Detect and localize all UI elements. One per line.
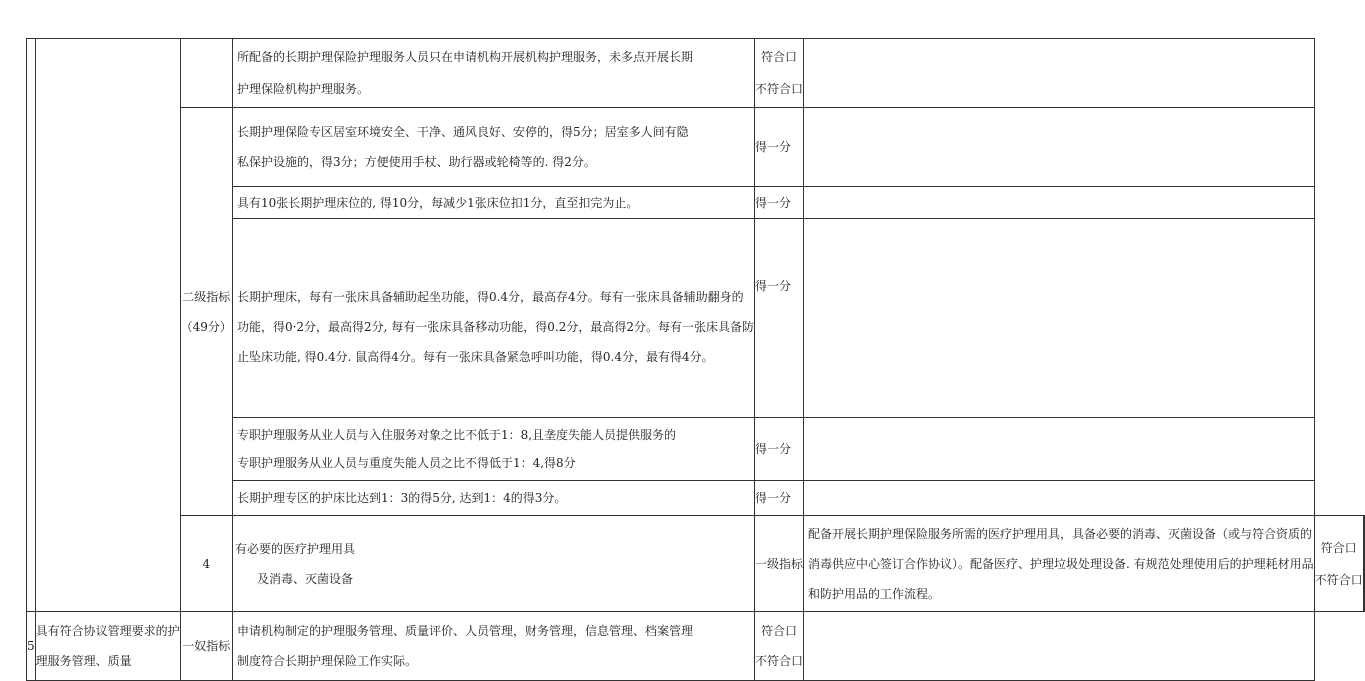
item-line: 具有符合协议管理要求的护 <box>35 624 180 638</box>
result-option-conform: 符合口 <box>761 50 798 64</box>
remark-cell <box>804 612 1315 681</box>
criteria-line: 所配备的长期护理保险护理服务人员只在申请机构开展机构护理服务，未多点开展长期 <box>236 50 693 64</box>
remark-cell <box>804 418 1315 481</box>
criteria-line: 专职护理服务从业人员与入住服务对象之比不低于1：8,且垄度失能人员提供服务的 <box>236 428 677 442</box>
criteria-cell <box>232 481 754 516</box>
remark-cell <box>804 187 1315 219</box>
table-row <box>27 612 1365 681</box>
result-option-nonconform: 不符合口 <box>1314 572 1363 587</box>
criteria-cell <box>232 612 754 681</box>
result-option-conform: 符合口 <box>761 624 798 638</box>
table-row <box>27 39 1365 108</box>
remark-cell <box>804 481 1315 516</box>
index-cell <box>27 612 36 681</box>
criteria-line: 申请机构制定的护理服务管理、质量评价、人员管理，财务管理，信息管理、档案管理 <box>236 624 693 638</box>
remark-cell <box>1363 516 1364 612</box>
criteria-cell <box>232 108 754 187</box>
criteria-line: 和防护用品的工作流程。 <box>808 586 941 601</box>
score-text: 得一分 <box>755 491 792 505</box>
criteria-cell <box>232 418 754 481</box>
criteria-line: 长期护理保险专区居室环境安全、干净、通风良好、安停的，得5分；居室多人间有隐 <box>236 125 689 139</box>
score-text: 得一分 <box>755 279 792 293</box>
item-cell-empty <box>35 39 180 612</box>
criteria-line: 配备开展长期护理保险服务所需的医疗护理用具，具备必要的消毒、灭菌设备（或与符合资质的 <box>808 526 1313 541</box>
result-cell <box>1314 516 1363 612</box>
criteria-line: 功能，得0·2分，最高得2分, 每有一张床具备移动功能，得0.2分，最高得2分。每有一张床具备防 <box>236 320 755 334</box>
criteria-line: 长期护理专区的护床比达到1：3的得5分, 达到1：4的得3分。 <box>236 491 567 505</box>
level-cell-empty <box>180 39 232 108</box>
criteria-line: 止坠床功能, 得0.4分. 鼠高得4分。每有一张床具备紧急呼叫功能，得0.4分，最有得4分。 <box>236 350 714 364</box>
item-line: 有必要的医疗护理用具 <box>234 541 355 556</box>
result-option-nonconform: 不符合口 <box>755 82 804 96</box>
criteria-line: 长期护理床，每有一张床具备辅助起坐功能，得0.4分，最高存4分。每有一张床具备辅助翻身的 <box>236 290 744 304</box>
criteria-line: 专职护理服务从业人员与重度失能人员之比不得低于1：4,得8分 <box>236 456 576 470</box>
score-cell <box>755 219 804 418</box>
criteria-line: 护理保险机构护理服务。 <box>236 82 369 96</box>
index-cell <box>180 516 232 612</box>
criteria-cell <box>232 219 754 418</box>
score-text: 得一分 <box>755 140 792 154</box>
item-line: 理服务管理、质量 <box>35 654 132 668</box>
criteria-cell <box>804 516 1315 612</box>
score-text: 得一分 <box>755 442 792 456</box>
item-index: 4 <box>202 556 211 571</box>
criteria-cell <box>232 187 754 219</box>
score-cell <box>755 481 804 516</box>
result-option-nonconform: 不符合口 <box>755 654 804 668</box>
level-cell <box>180 108 232 516</box>
item-cell <box>35 612 180 681</box>
criteria-line: 制度符合长期护理保险工作实际。 <box>236 654 417 668</box>
level-label: 一级指标 <box>755 556 804 571</box>
result-option-conform: 符合口 <box>1320 540 1357 555</box>
score-text: 得一分 <box>755 195 792 210</box>
result-cell <box>755 39 804 108</box>
criteria-line: 私保护设施的，得3分；方便使用手杖、助行器或轮椅等的. 得2分。 <box>236 155 596 169</box>
criteria-line: 消毒供应中心签订合作协议）。配备医疗、护理垃圾处理设备. 有规范处理使用后的护理耗材用品 <box>808 556 1314 571</box>
criteria-line: 具有10张长期护理床位的, 得10分，每减少1张床位扣1分，直至扣完为止。 <box>236 195 639 210</box>
table-row <box>27 108 1365 187</box>
score-cell <box>755 418 804 481</box>
item-index: 5 <box>27 639 35 653</box>
evaluation-table-sheet <box>26 38 1365 681</box>
level-label: 二级指标 <box>182 289 231 304</box>
evaluation-table <box>26 38 1365 681</box>
remark-cell <box>804 219 1315 418</box>
index-cell-empty <box>27 39 36 612</box>
table-row <box>27 516 1365 612</box>
result-cell <box>755 612 804 681</box>
remark-cell <box>804 39 1315 108</box>
level-label: 一奴指标 <box>182 639 231 653</box>
item-cell <box>232 516 754 612</box>
level-cell <box>755 516 804 612</box>
score-cell <box>755 187 804 219</box>
item-line: 及消毒、灭菌设备 <box>256 571 353 586</box>
criteria-cell <box>232 39 754 108</box>
remark-cell <box>804 108 1315 187</box>
level-points: （49分） <box>180 319 232 334</box>
level-cell <box>180 612 232 681</box>
score-cell <box>755 108 804 187</box>
